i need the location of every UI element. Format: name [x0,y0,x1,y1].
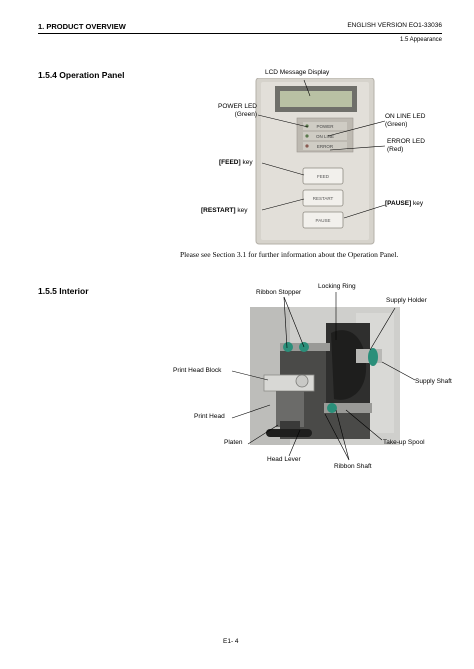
feed-key-label: [FEED] key [219,159,253,166]
online-led-label: ON LINE LED (Green) [385,113,426,128]
take-up-spool-label: Take-up Spool [383,439,425,446]
pause-key-label: [PAUSE] key [385,200,424,207]
interior-title: 1.5.5 Interior [38,286,89,296]
head-lever-label: Head Lever [267,456,301,463]
print-head-block-label: Print Head Block [173,367,222,374]
power-led-label: POWER LED (Green) [217,103,257,118]
print-head-label: Print Head [194,413,225,420]
error-led-label: ERROR LED (Red) [387,138,425,153]
operation-panel-title: 1.5.4 Operation Panel [38,70,125,80]
lcd-label: LCD Message Display [265,69,330,76]
platen-label: Platen [224,439,243,446]
supply-holder-label: Supply Holder [386,297,427,304]
restart-key-label: [RESTART] key [201,207,248,214]
ribbon-shaft-label: Ribbon Shaft [334,463,372,470]
restart-key-text: RESTART [312,196,334,201]
supply-shaft-label: Supply Shaft [415,378,452,385]
page-number: E1- 4 [223,638,239,645]
pause-key-text: PAUSE [315,218,331,223]
online-indicator-text: ON LINE [315,134,335,139]
operation-panel-note: Please see Section 3.1 for further information about the Operation Panel. [180,250,399,259]
locking-ring-label: Locking Ring [318,283,356,290]
ribbon-stopper-label: Ribbon Stopper [256,289,302,296]
section-reference: 1.5 Appearance [399,37,442,43]
document-version: ENGLISH VERSION EO1-33036 [347,22,442,29]
feed-key-text: FEED [316,174,330,179]
chapter-heading: 1. PRODUCT OVERVIEW [38,22,126,31]
error-indicator-text: ERROR [316,144,334,149]
power-indicator-text: POWER [316,124,334,129]
